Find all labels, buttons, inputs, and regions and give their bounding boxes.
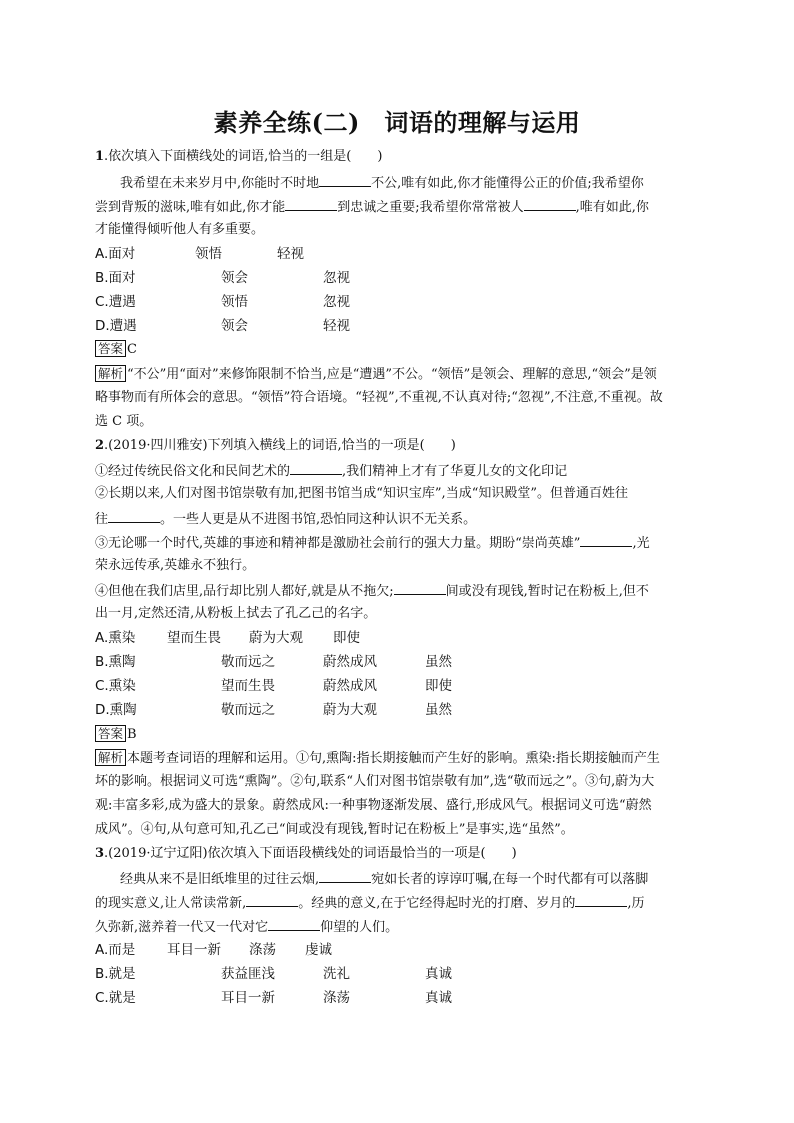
question-text: .(2019·四川雅安)下列填入横线上的词语,恰当的一项是( ) [104,438,456,453]
analysis-line: 略事物而有所体会的意思。“领悟”符合语境。“轻视”,不重视,不认真对待;“忽视”,不注意,不重视。故 [95,390,663,405]
analysis-line: 坏的影响。根据词义可选“熏陶”。②句,联系“人们对图书馆崇敬有加”,选“敬而远之”。③句,蔚为大 [95,774,655,789]
passage-line [95,893,645,913]
analysis-text: “不公”用“面对”来修饰限制不恰当,应是“遭遇”不公。“领悟”是领会、理解的意思,“领会”是领 [127,367,657,382]
sentence-text: 间或没有现钱,暂时记在粉板上,但不 [445,584,649,599]
option-b: B.就是 [95,966,136,982]
fill-blank [268,917,320,931]
option-a-word-4: 即使 [333,630,360,646]
option-b-word-2: 领会 [221,270,248,286]
fill-blank [285,197,337,211]
fill-blank [290,461,342,475]
option-c-word-3: 蔚然成风 [323,678,377,694]
answer-line [95,340,137,359]
option-d-word-3: 轻视 [323,318,350,334]
option-b: B.面对 [95,270,136,286]
fill-blank [108,509,160,523]
option-c-word-4: 真诚 [425,990,452,1006]
sentence-line [95,533,650,553]
passage-line [120,869,648,889]
sentence-text: ①经过传统民俗文化和民间艺术的 [95,464,291,479]
fill-blank [319,173,371,187]
option-d: D.熏陶 [95,702,137,718]
analysis-line: 选 C 项。 [95,414,153,429]
option-a: A.面对 [95,246,136,262]
option-c-word-2: 望而生畏 [221,678,275,694]
option-a-word-3: 蔚为大观 [249,630,303,646]
option-c: C.熏染 [95,678,136,694]
answer-line [95,725,137,744]
question-text: .依次填入下面横线处的词语,恰当的一组是( ) [104,149,383,164]
passage-text: ,唯有如此,你 [575,200,649,215]
option-b-word-2: 敬而远之 [221,654,275,670]
analysis-line [95,365,657,384]
passage-text: 的现实意义,让人常读常新, [95,896,247,911]
sentence-text: ③无论哪一个时代,英雄的事迹和精神都是激励社会前行的强大力量。期盼“崇尚英雄” [95,536,581,551]
passage-line [120,173,644,193]
passage-text: 经典从来不是旧纸堆里的过往云烟, [120,872,320,887]
passage-line: 才能懂得倾听他人有多重要。 [95,222,265,237]
answer-tag: 答案 [95,725,126,742]
option-d-word-3: 蔚为大观 [323,702,377,718]
option-c-word-2: 领悟 [221,294,248,310]
analysis-line: 观:丰富多彩,成为盛大的景象。蔚然成风:一种事物逐渐发展、盛行,形成风气。根据词义可选“蔚然 [95,798,652,813]
passage-text: 我希望在未来岁月中,你能时不时地 [120,176,320,191]
answer-tag: 答案 [95,340,126,357]
fill-blank [524,197,576,211]
sentence-text: 。一些人更是从不进图书馆,恐怕同这种认识不无关系。 [160,512,477,527]
sentence-line [95,461,567,481]
analysis-text: 本题考查词语的理解和运用。①句,熏陶:指长期接触而产生好的影响。熏染:指长期接触而产生 [127,751,660,766]
passage-text: ,历 [627,896,645,911]
fill-blank [575,893,627,907]
answer-value: C [127,342,137,357]
option-d-word-2: 敬而远之 [221,702,275,718]
option-a-word-2: 领悟 [195,246,222,262]
question-2-stem [95,437,456,455]
question-number: 1 [95,149,105,164]
analysis-tag: 解析 [95,749,126,766]
sentence-line [95,509,476,529]
passage-text: 到忠诚之重要;我希望你常常被人 [337,200,524,215]
sentence-line: 出一月,定然还清,从粉板上拭去了孔乙己的名字。 [95,606,377,621]
option-d-word-4: 虽然 [425,702,452,718]
question-number: 3 [95,846,105,861]
fill-blank [580,533,632,547]
passage-text: 尝到背叛的滋味,唯有如此,你才能 [95,200,286,215]
sentence-text: ,我们精神上才有了华夏儿女的文化印记 [342,464,568,479]
option-a-word-3: 涤荡 [249,942,276,958]
option-c: C.遭遇 [95,294,136,310]
fill-blank [246,893,298,907]
sentence-text: ④但他在我们店里,品行却比别人都好,就是从不拖欠; [95,584,394,599]
option-c-word-3: 涤荡 [323,990,350,1006]
passage-text: 。经典的意义,在于它经得起时光的打磨、岁月的 [298,896,576,911]
option-c-word-4: 即使 [425,678,452,694]
option-b: B.熏陶 [95,654,136,670]
option-d: D.遭遇 [95,318,137,334]
option-a-word-3: 轻视 [277,246,304,262]
option-c-word-3: 忽视 [323,294,350,310]
sentence-line: ②长期以来,人们对图书馆崇敬有加,把图书馆当成“知识宝库”,当成“知识殿堂”。但普通百姓往 [95,486,628,501]
passage-text: 宛如长者的谆谆叮嘱,在每一个时代都有可以落脚 [371,872,649,887]
analysis-line [95,749,660,768]
question-3-stem [95,845,517,863]
option-c-word-2: 耳目一新 [221,990,275,1006]
question-1-stem [95,148,382,166]
sentence-line: 荣永远传承,英雄永不独行。 [95,558,256,573]
sentence-line [95,581,649,601]
option-a-word-2: 望而生畏 [167,630,221,646]
fill-blank [319,869,371,883]
passage-line [95,197,649,217]
option-b-word-4: 真诚 [425,966,452,982]
page-title: 素养全练(二) 词语的理解与运用 [213,108,581,137]
option-b-word-2: 获益匪浅 [221,966,275,982]
passage-line [95,917,398,937]
option-a-word-2: 耳目一新 [167,942,221,958]
question-number: 2 [95,438,105,453]
passage-text: 不公,唯有如此,你才能懂得公正的价值;我希望你 [371,176,644,191]
option-b-word-3: 蔚然成风 [323,654,377,670]
fill-blank [394,581,446,595]
analysis-tag: 解析 [95,365,126,382]
option-d-word-2: 领会 [221,318,248,334]
option-b-word-3: 洗礼 [323,966,350,982]
option-c: C.就是 [95,990,136,1006]
option-a: A.熏染 [95,630,136,646]
question-text: .(2019·辽宁辽阳)依次填入下面语段横线处的词语最恰当的一项是( ) [104,846,517,861]
analysis-line: 成风”。④句,从句意可知,孔乙己“间或没有现钱,暂时记在粉板上”是事实,选“虽然”。 [95,822,574,837]
sentence-text: 往 [95,512,109,527]
option-b-word-3: 忽视 [323,270,350,286]
sentence-text: ,光 [632,536,650,551]
option-b-word-4: 虽然 [425,654,452,670]
passage-text: 仰望的人们。 [320,920,399,935]
option-a-word-4: 虔诚 [305,942,332,958]
passage-text: 久弥新,滋养着一代又一代对它 [95,920,269,935]
answer-value: B [127,727,137,742]
option-a: A.而是 [95,942,136,958]
